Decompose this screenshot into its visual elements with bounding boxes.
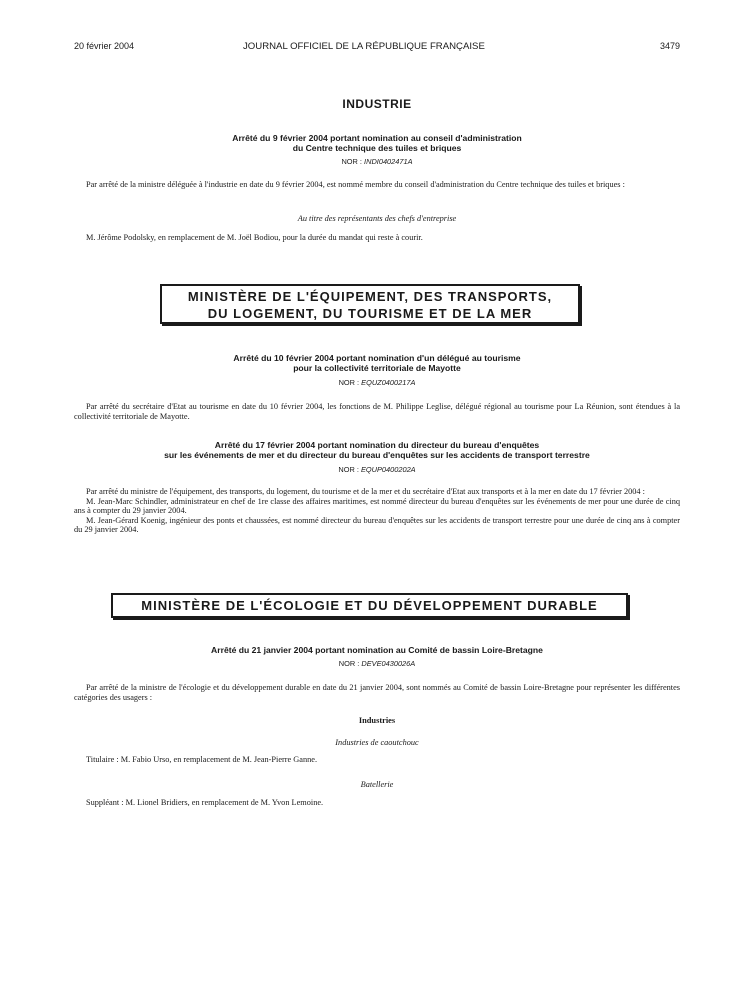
nor-reference	[74, 378, 680, 387]
arrete-title-line: Arrêté du 9 février 2004 portant nomination au conseil d'administration	[232, 133, 522, 143]
header-date: 20 février 2004	[74, 41, 135, 51]
arrete-title-bureau-enquetes	[74, 440, 680, 460]
paragraph: Par arrêté du secrétaire d'Etat au tourisme en date du 10 février 2004, les fonctions de M. Philippe Leglise, délégué régional au tourisme pour La Réunion, sont étendues à la collectivité territoriale de Mayotte.	[74, 402, 680, 421]
nor-code: EQUP0400202A	[360, 465, 416, 474]
category-heading: Industries	[358, 716, 396, 725]
nor-label: NOR :	[338, 659, 360, 668]
arrete-title-line: pour la collectivité territoriale de Mayotte	[293, 363, 461, 373]
nor-reference	[74, 659, 680, 668]
paragraph: Titulaire : M. Fabio Urso, en remplacement de M. Jean-Pierre Ganne.	[86, 755, 318, 764]
ministry-box-line: MINISTÈRE DE L'ÉCOLOGIE ET DU DÉVELOPPEMENT DURABLE	[141, 598, 598, 613]
nor-code: DEVE0430026A	[361, 659, 416, 668]
ministry-box-line: DU LOGEMENT, DU TOURISME ET DE LA MER	[207, 306, 533, 321]
nor-code: EQUZ0400217A	[361, 378, 416, 387]
paragraph: Par arrêté du ministre de l'équipement, des transports, du logement, du tourisme et de la mer et du secrétaire d'Etat aux transports et à la mer en date du 17 février 2004 :	[86, 487, 645, 496]
arrete-title-line: du Centre technique des tuiles et briques	[292, 143, 462, 153]
arrete-title-loire-bretagne: Arrêté du 21 janvier 2004 portant nomination au Comité de bassin Loire-Bretagne	[211, 645, 543, 655]
paragraph: Suppléant : M. Lionel Bridiers, en remplacement de M. Yvon Lemoine.	[86, 798, 324, 807]
paragraph: Par arrêté de la ministre déléguée à l'industrie en date du 9 février 2004, est nommé membre du conseil d'administration du Centre technique des tuiles et briques :	[86, 180, 625, 189]
paragraph: M. Jean-Gérard Koenig, ingénieur des ponts et chaussées, est nommé directeur du bureau d'enquêtes sur les accidents de transport terrestre pour une durée de cinq ans à compter du 29 janvier 2004.	[74, 515, 680, 535]
arrete-title-mayotte	[74, 353, 680, 373]
nor-code: INDI0402471A	[364, 157, 413, 166]
header-journal-title: JOURNAL OFFICIEL DE LA RÉPUBLIQUE FRANÇAISE	[243, 41, 485, 52]
paragraph: Par arrêté de la ministre de l'écologie et du développement durable en date du 21 janvier 2004, sont nommés au Comité de bassin Loire-Bretagne pour représenter les différentes catégories des usagers :	[74, 683, 680, 702]
paragraph-group	[74, 487, 680, 535]
arrete-title-line: Arrêté du 17 février 2004 portant nomination du directeur du bureau d'enquêtes	[214, 440, 540, 450]
nor-reference	[74, 157, 680, 166]
header-page-number: 3479	[659, 41, 680, 51]
nor-label: NOR :	[338, 465, 359, 474]
paragraph: M. Jean-Marc Schindler, administrateur en chef de 1re classe des affaires maritimes, est nommé directeur du bureau d'enquêtes sur les événements de mer pour une durée de cinq ans à compter du 29 janvier 2004.	[74, 496, 680, 516]
nor-label: NOR :	[338, 378, 360, 387]
subheading-italic: Industries de caoutchouc	[335, 738, 419, 747]
ministry-box-equipement	[160, 284, 580, 324]
arrete-title-line: Arrêté du 10 février 2004 portant nomination d'un délégué au tourisme	[233, 353, 521, 363]
ministry-box-ecologie	[111, 593, 628, 618]
arrete-title-line: sur les événements de mer et du directeur du bureau d'enquêtes sur les accidents de transport terrestre	[164, 450, 590, 460]
section-title-industrie: INDUSTRIE	[342, 97, 412, 111]
subheading-italic: Batellerie	[360, 780, 394, 789]
nor-label: NOR :	[341, 157, 362, 166]
arrete-title-industrie	[74, 133, 680, 153]
ministry-box-line: MINISTÈRE DE L'ÉQUIPEMENT, DES TRANSPORTS,	[187, 289, 553, 304]
paragraph: M. Jérôme Podolsky, en remplacement de M. Joël Bodiou, pour la durée du mandat qui reste à courir.	[86, 233, 423, 242]
subheading-italic: Au titre des représentants des chefs d'entreprise	[297, 214, 457, 223]
nor-reference	[74, 465, 680, 474]
